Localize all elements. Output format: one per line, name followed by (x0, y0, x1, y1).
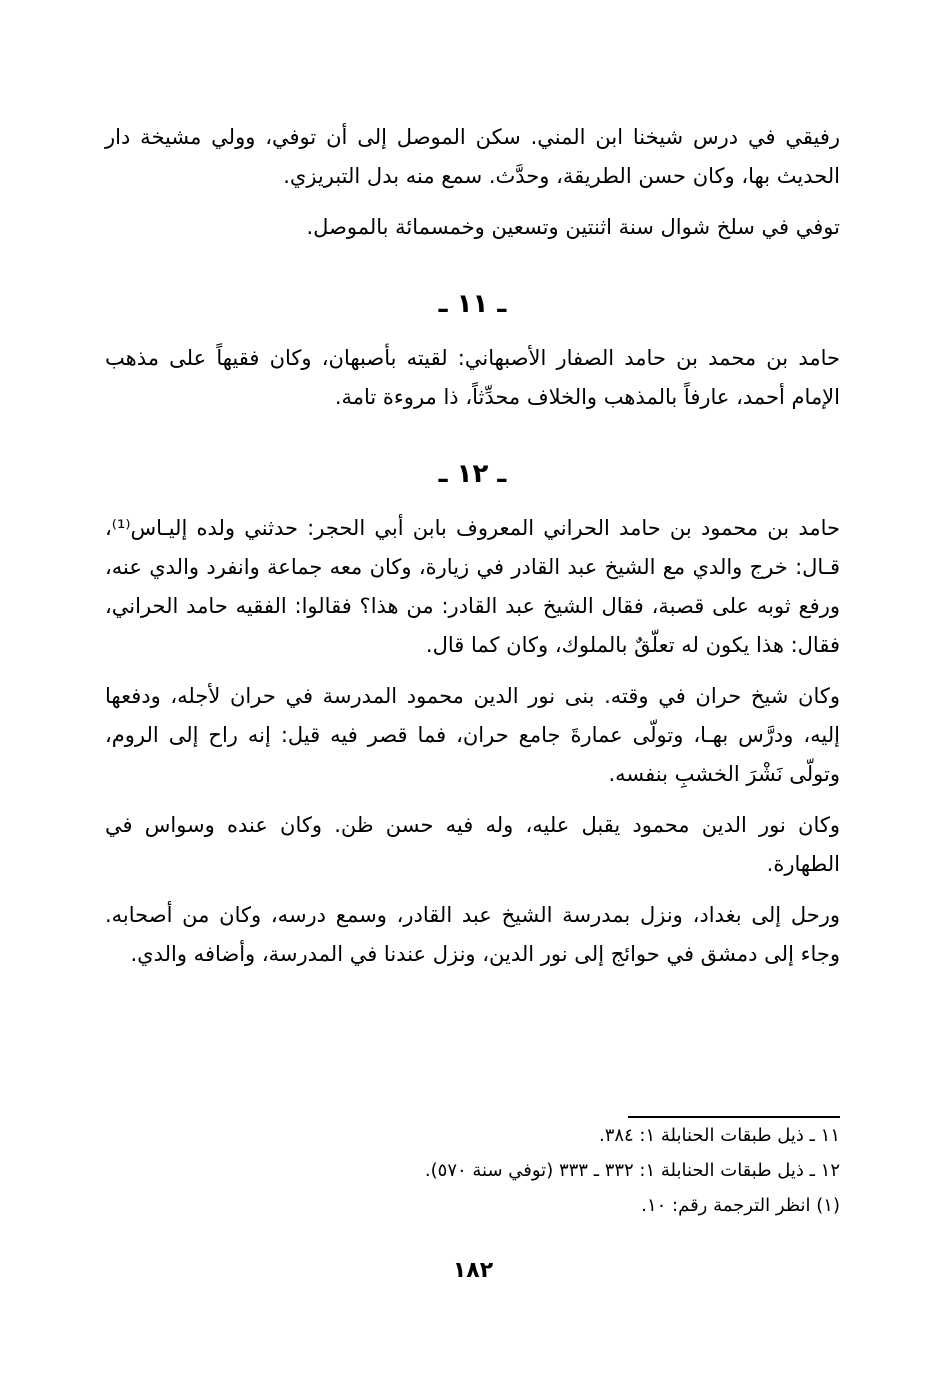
paragraph: توفي في سلخ شوال سنة اثنتين وتسعين وخمسمائة بالموصل. (306, 215, 840, 239)
footnote: ١٢ ـ ذيل طبقات الحنابلة ١: ٣٣٢ ـ ٣٣٣ (توفي سنة ٥٧٠). (424, 1160, 840, 1181)
footnotes (105, 1116, 840, 1223)
paragraph: وكان نور الدين محمود يقبل عليه، وله فيه حسن ظن. وكان عنده وسواس في الطهارة. (105, 813, 840, 876)
section-number-11: ـ ١١ ـ (438, 289, 507, 319)
paragraph: رفيقي في درس شيخنا ابن المني. سكن الموصل إلى أن توفي، وولي مشيخة دار الحديث بها، وكان حسن الطريقة، وحدَّث. سمع منه بدل التبريزي. (105, 125, 840, 188)
paragraph: حامد بن محمود بن حامد الحراني المعروف بابن أبي الحجر: حدثني ولده إليـاس⁽¹⁾، قـال: خرج والدي مع الشيخ عبد القادر في زيارة، وكان معه جماعة وانفرد والدي عنه، ورفع ثوبه على قصبة، فقال الشيخ عبد القادر: من هذا؟ فقالوا: الفقيه حامد الحراني، فقال: هذا يكون له تعلّقٌ بالملوك، وكان كما قال. (105, 516, 840, 657)
paragraph: ورحل إلى بغداد، ونزل بمدرسة الشيخ عبد القادر، وسمع درسه، وكان من أصحابه. وجاء إلى دمشق في حوائج إلى نور الدين، ونزل عندنا في المدرسة، وأضافه والدي. (105, 903, 840, 966)
footnote: (١) انظر الترجمة رقم: ١٠. (641, 1195, 840, 1216)
page-body (105, 118, 840, 974)
paragraph: حامد بن محمد بن حامد الصفار الأصبهاني: لقيته بأصبهان، وكان فقيهاً على مذهب الإمام أحمد، عارفاً بالمذهب والخلاف محدِّثاً، ذا مروءة تامة. (105, 346, 840, 409)
paragraph: وكان شيخ حران في وقته. بنى نور الدين محمود المدرسة في حران لأجله، ودفعها إليه، ودرَّس بهـا، وتولّى عمارةَ جامع حران، فما قصر فيه قيل: إنه راح إلى الروم، وتولّى نَشْرَ الخشبِ بنفسه. (105, 684, 840, 786)
section-number-12: ـ ١٢ ـ (438, 459, 507, 489)
page-number: ١٨٢ (452, 1258, 494, 1283)
footnote: ١١ ـ ذيل طبقات الحنابلة ١: ٣٨٤. (598, 1125, 840, 1146)
